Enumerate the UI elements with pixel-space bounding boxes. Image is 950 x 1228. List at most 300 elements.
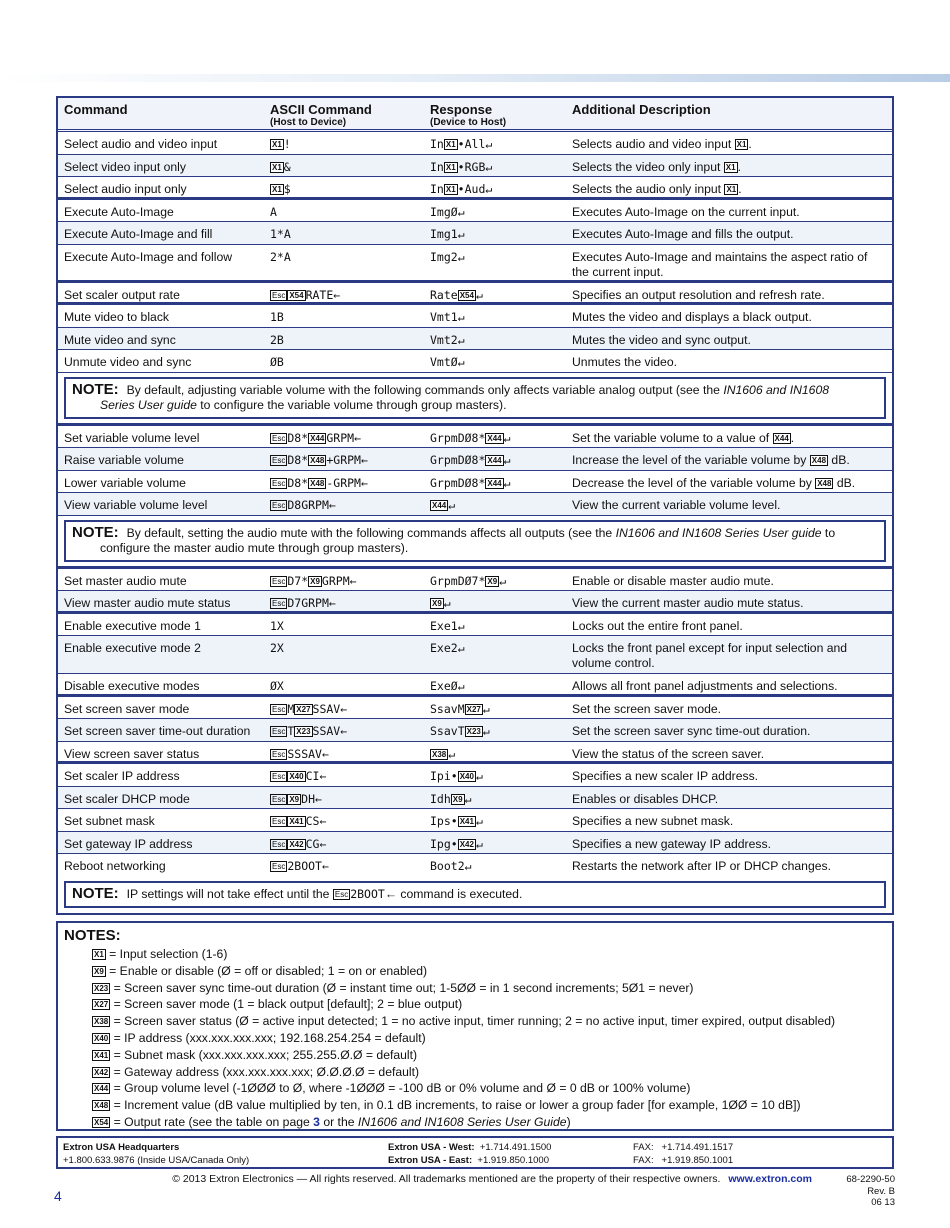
variable-tag: X23 xyxy=(296,727,311,736)
row-command: Mute video to black xyxy=(64,310,170,324)
row-response: In X1 •Aud↵ xyxy=(430,182,493,196)
esc-key-icon: Esc xyxy=(272,839,286,849)
row-description: Set the screen saver sync time-out duration. xyxy=(572,724,811,738)
row-ascii: 2*A xyxy=(270,249,291,264)
row-ascii: Esc SSSAV← xyxy=(272,746,329,761)
notes-item: X9 = Enable or disable (Ø = off or disabled; 1 = on or enabled) xyxy=(94,963,428,978)
variable-tag: X1 xyxy=(725,162,736,172)
row-response: Ips• X41 ↵ xyxy=(430,814,483,828)
variable-tag: X1 xyxy=(94,950,104,959)
space-dot-icon: • xyxy=(450,814,458,828)
notes-title: NOTES: xyxy=(64,927,121,944)
table-row xyxy=(58,328,892,351)
row-response: GrpmDØ8* X44 ↵ xyxy=(430,430,511,445)
row-description: Selects audio and video input X1 . xyxy=(572,137,752,151)
header-gradient-bar xyxy=(0,74,950,82)
group-input-selection xyxy=(58,132,892,200)
notes-item: X23 = Screen saver sync time-out duration (Ø = instant time out; 1-5ØØ = in 1 second increments; 5Ø1 = never) xyxy=(94,980,694,995)
row-command: View variable volume level xyxy=(64,498,208,512)
variable-tag: X9 xyxy=(432,599,442,608)
carriage-return-icon: ↵ xyxy=(499,573,507,588)
row-description: Executes Auto-Image and fills the output. xyxy=(572,227,794,241)
note-ip-settings: NOTE: IP settings will not take effect until the Esc 2BOOT← command is executed. xyxy=(64,881,886,908)
table-row xyxy=(58,132,892,155)
doc-number: 68-2290-50 xyxy=(846,1174,895,1185)
table-row xyxy=(58,764,892,787)
carriage-return-icon: ↵ xyxy=(457,679,465,693)
doc-revision: Rev. B xyxy=(867,1185,895,1197)
row-ascii: Esc D8GRPM← xyxy=(272,498,336,512)
row-description: Selects the audio only input X1 . xyxy=(572,182,742,196)
variable-tag: X1 xyxy=(726,185,737,194)
note-label: NOTE: xyxy=(72,523,119,541)
variable-tag: X42 xyxy=(289,839,304,849)
variable-tag: X40 xyxy=(459,772,474,781)
row-command: Execute Auto-Image and follow xyxy=(64,249,233,264)
table-row xyxy=(58,636,892,674)
row-description: Set the variable volume to a value of X44 . xyxy=(572,430,795,445)
row-response: Img2↵ xyxy=(430,249,465,264)
note-ip-settings-wrap xyxy=(58,881,892,908)
row-ascii: Esc X40 CI← xyxy=(272,769,327,783)
note-label: NOTE: xyxy=(72,380,119,398)
esc-key-icon: Esc xyxy=(272,433,286,443)
table-row xyxy=(58,245,892,283)
carriage-return-icon: ↵ xyxy=(457,332,465,347)
row-ascii: Esc M X27 SSAV← xyxy=(272,701,348,716)
row-ascii: Esc D8* X48 -GRPM← xyxy=(272,475,368,490)
row-description: View the current variable volume level. xyxy=(572,498,781,512)
row-ascii: X1 $ xyxy=(272,182,291,196)
carriage-return-icon: ↵ xyxy=(457,249,465,264)
return-arrow-icon: ← xyxy=(328,498,336,512)
group-networking xyxy=(58,764,892,877)
group-variable-volume xyxy=(58,426,892,516)
variable-tag: X44 xyxy=(487,478,502,488)
space-dot-icon: • xyxy=(450,836,458,851)
space-dot-icon: • xyxy=(457,182,465,196)
return-arrow-icon: ← xyxy=(319,769,327,783)
table-row xyxy=(58,493,892,516)
table-row xyxy=(58,305,892,328)
esc-key-icon: Esc xyxy=(334,889,349,899)
carriage-return-icon: ↵ xyxy=(457,310,465,324)
variable-tag: X41 xyxy=(289,817,304,826)
carriage-return-icon: ↵ xyxy=(475,769,483,783)
table-row xyxy=(58,854,892,877)
esc-key-icon: Esc xyxy=(272,727,286,736)
row-command: Select video input only xyxy=(64,159,186,174)
row-command: Unmute video and sync xyxy=(64,355,192,369)
row-command: Lower variable volume xyxy=(64,475,186,490)
group-executive-mode xyxy=(58,614,892,697)
variable-tag: X27 xyxy=(466,704,481,714)
variable-tag: X42 xyxy=(94,1067,109,1077)
note-audio-mute: NOTE: By default, setting the audio mute with the following commands affects all outputs (see the IN1606 and IN1608 Series User guide to configure the master audio mute through group masters). xyxy=(64,520,886,562)
doc-date: 06 13 xyxy=(871,1197,895,1208)
row-response xyxy=(430,596,572,611)
header-ascii: ASCII Command xyxy=(270,102,372,117)
carriage-return-icon: ↵ xyxy=(443,596,451,610)
page-link[interactable]: 3 xyxy=(313,1114,320,1129)
table-row xyxy=(58,719,892,742)
esc-key-icon: Esc xyxy=(272,290,286,300)
row-command: Enable executive mode 1 xyxy=(64,618,201,633)
notes-item-output-rate: X54 = Output rate (see the table on page 3 or the IN1606 and IN1608 Series User Guide) xyxy=(94,1114,571,1129)
return-arrow-icon: ← xyxy=(315,791,322,806)
row-ascii: 1*A xyxy=(270,227,291,241)
group-audio-mute xyxy=(58,569,892,614)
variable-tag: X1 xyxy=(272,162,282,172)
row-description: Enables or disables DHCP. xyxy=(572,791,719,806)
table-row xyxy=(58,177,892,200)
carriage-return-icon: ↵ xyxy=(485,182,493,196)
space-dot-icon: • xyxy=(457,159,465,174)
table-row xyxy=(58,697,892,720)
group-auto-image xyxy=(58,200,892,283)
variable-tag: X9 xyxy=(94,966,104,976)
return-arrow-icon: ← xyxy=(340,701,348,716)
return-arrow-icon: ← xyxy=(333,287,341,302)
carriage-return-icon: ↵ xyxy=(448,498,456,512)
row-response: SsavM X27 ↵ xyxy=(430,701,490,716)
row-ascii: Esc X42 CG← xyxy=(272,836,327,851)
variable-tag: X44 xyxy=(432,501,447,510)
row-ascii: Esc X9 DH← xyxy=(272,791,322,806)
notes-item: X38 = Screen saver status (Ø = active input detected; 1 = no active input, timer running; 2 = no active input, timer expired, output disabled) xyxy=(94,1014,836,1029)
variable-tag: X23 xyxy=(94,983,109,993)
row-response: Ipg• X42 ↵ xyxy=(430,836,483,851)
row-command: Set variable volume level xyxy=(64,430,200,445)
variable-tag: X40 xyxy=(289,772,304,781)
row-description: Set the screen saver mode. xyxy=(572,701,722,716)
notes-item: X1 = Input selection (1-6) xyxy=(94,947,228,961)
table-row xyxy=(58,674,892,697)
esc-key-icon: Esc xyxy=(272,576,286,586)
return-arrow-icon: ← xyxy=(384,886,398,901)
variable-tag: X44 xyxy=(487,433,502,443)
header-response: Response xyxy=(430,102,493,117)
carriage-return-icon: ↵ xyxy=(464,791,472,806)
table-header xyxy=(58,98,892,132)
carriage-return-icon: ↵ xyxy=(457,227,465,241)
row-command: Enable executive mode 2 xyxy=(64,641,201,655)
table-row xyxy=(58,200,892,223)
row-response: Exe1↵ xyxy=(430,618,465,633)
variable-tag: X54 xyxy=(289,290,304,300)
carriage-return-icon: ↵ xyxy=(503,430,511,445)
carriage-return-icon: ↵ xyxy=(457,355,465,369)
doc-number-block xyxy=(845,1174,895,1209)
row-command: Set subnet mask xyxy=(64,814,155,828)
row-response: Exe2↵ xyxy=(430,641,465,655)
row-ascii: X1 & xyxy=(272,159,291,174)
row-command: Disable executive modes xyxy=(64,679,200,693)
copyright-line: © 2013 Extron Electronics — All rights reserved. All trademarks mentioned are the property of their respective owners. www.extron.com xyxy=(172,1173,812,1185)
variable-tag: X38 xyxy=(432,749,447,759)
note-variable-volume-wrap xyxy=(58,377,892,426)
row-ascii: 1X xyxy=(270,618,284,633)
note-variable-volume: NOTE: By default, adjusting variable volume with the following commands only affects variable analog output (see the IN1606 and IN1608 Series User guide to configure the variable volume through group masters). xyxy=(64,377,886,419)
row-response: Boot2↵ xyxy=(430,859,472,873)
header-response-sub: (Device to Host) xyxy=(430,117,507,128)
row-description: Specifies an output resolution and refresh rate. xyxy=(572,287,825,302)
carriage-return-icon: ↵ xyxy=(485,159,493,174)
row-response: Ipi• X40 ↵ xyxy=(430,769,483,783)
row-ascii: 2X xyxy=(270,641,284,655)
row-ascii: X1 ! xyxy=(272,137,291,151)
carriage-return-icon: ↵ xyxy=(464,859,472,873)
row-response: Vmt2↵ xyxy=(430,332,465,347)
table-row xyxy=(58,614,892,637)
carriage-return-icon: ↵ xyxy=(485,137,493,151)
header-ascii-sub: (Host to Device) xyxy=(270,117,347,128)
notes-item: X40 = IP address (xxx.xxx.xxx.xxx; 192.168.254.254 = default) xyxy=(94,1030,426,1045)
row-command: Set scaler IP address xyxy=(64,769,180,783)
carriage-return-icon: ↵ xyxy=(448,746,456,761)
variable-tag: X1 xyxy=(445,185,456,194)
table-row xyxy=(58,471,892,494)
row-command: View master audio mute status xyxy=(64,596,231,610)
row-response: SsavT X23 ↵ xyxy=(430,724,490,738)
page-number: 4 xyxy=(54,1188,62,1204)
footer-hq: Extron USA Headquarters xyxy=(63,1142,180,1153)
row-command: View screen saver status xyxy=(64,746,200,761)
variable-tag: X54 xyxy=(94,1117,109,1127)
row-description: View the status of the screen saver. xyxy=(572,746,765,761)
variable-tag: X1 xyxy=(445,162,456,172)
table-row xyxy=(58,832,892,855)
note-audio-mute-wrap xyxy=(58,520,892,569)
carriage-return-icon: ↵ xyxy=(475,814,483,828)
variable-tag: X9 xyxy=(487,576,498,586)
header-description: Additional Description xyxy=(572,102,711,117)
variable-tag: X44 xyxy=(774,433,789,443)
return-arrow-icon: ← xyxy=(328,596,336,610)
footer-contact: Extron USA Headquarters +1.800.633.9876 (Inside USA/Canada Only) Extron USA - West: +1.714.491.1500 Extron USA - East: +1.919.850.1000 FAX: +1.714.491.1517 FAX: +1.919.850.1001 xyxy=(56,1136,894,1169)
row-command: Mute video and sync xyxy=(64,332,176,347)
notes-item: X27 = Screen saver mode (1 = black output [default]; 2 = blue output) xyxy=(94,997,463,1012)
carriage-return-icon: ↵ xyxy=(475,836,483,851)
esc-key-icon: Esc xyxy=(272,817,286,826)
row-ascii: Esc X41 CS← xyxy=(272,814,327,828)
esc-key-icon: Esc xyxy=(272,456,286,465)
variable-tag: X1 xyxy=(445,140,456,149)
row-ascii: ØB xyxy=(270,355,284,369)
notes-list xyxy=(64,946,886,1114)
variable-tag: X44 xyxy=(310,433,325,443)
row-description: Restarts the network after IP or DHCP changes. xyxy=(572,859,831,873)
row-command: Set master audio mute xyxy=(64,573,187,588)
notes-item: X42 = Gateway address (xxx.xxx.xxx.xxx; Ø.Ø.Ø.Ø = default) xyxy=(94,1064,420,1079)
row-command: Set screen saver time-out duration xyxy=(64,724,251,738)
row-response: ExeØ↵ xyxy=(430,679,465,693)
esc-key-icon: Esc xyxy=(272,749,286,759)
space-dot-icon: • xyxy=(457,137,465,151)
return-arrow-icon: ← xyxy=(321,746,329,761)
variable-tag: X42 xyxy=(459,839,474,849)
row-response: Idh X9 ↵ xyxy=(430,791,472,806)
esc-key-icon: Esc xyxy=(272,478,286,488)
row-response: GrpmDØ7* X9 ↵ xyxy=(430,573,507,588)
row-command: Set scaler DHCP mode xyxy=(64,791,190,806)
variable-tag: X1 xyxy=(736,140,747,149)
row-ascii: Esc X54 RATE← xyxy=(272,287,341,302)
carriage-return-icon: ↵ xyxy=(482,701,490,716)
variable-tag: X41 xyxy=(94,1050,109,1060)
row-response: Rate X54 ↵ xyxy=(430,287,483,302)
carriage-return-icon: ↵ xyxy=(457,204,465,219)
table-row xyxy=(58,155,892,178)
row-response: VmtØ↵ xyxy=(430,355,465,369)
esc-key-icon: Esc xyxy=(272,794,286,804)
table-row xyxy=(58,426,892,449)
row-ascii: Esc D8* X44 GRPM← xyxy=(272,430,361,445)
variable-tag: X41 xyxy=(459,817,474,826)
return-arrow-icon: ← xyxy=(354,430,361,445)
row-description: Locks out the entire front panel. xyxy=(572,618,743,633)
table-row xyxy=(58,283,892,306)
variable-tag: X27 xyxy=(296,704,311,714)
row-ascii: Esc D7* X9 GRPM← xyxy=(272,573,357,588)
variable-tag: X1 xyxy=(272,185,282,194)
row-ascii: 1B xyxy=(270,310,284,324)
return-arrow-icon: ← xyxy=(360,475,368,490)
row-description: Selects the video only input X1 . xyxy=(572,159,741,174)
row-description: Executes Auto-Image on the current input. xyxy=(572,204,800,219)
row-command: Select audio and video input xyxy=(64,137,218,151)
variable-tag: X48 xyxy=(310,456,325,465)
esc-key-icon: Esc xyxy=(272,704,286,714)
row-description: Unmutes the video. xyxy=(572,355,678,369)
variable-tag: X9 xyxy=(289,794,300,804)
row-description: Locks the front panel except for input selection and volume control. xyxy=(572,641,848,670)
carriage-return-icon: ↵ xyxy=(482,724,490,738)
variable-tag: X48 xyxy=(94,1101,109,1111)
notes-panel xyxy=(56,921,894,1131)
group-video-mute xyxy=(58,305,892,373)
carriage-return-icon: ↵ xyxy=(503,475,511,490)
return-arrow-icon: ← xyxy=(319,814,327,828)
row-response: In X1 •All↵ xyxy=(430,137,493,151)
row-description: Allows all front panel adjustments and selections. xyxy=(572,679,838,693)
row-response: GrpmDØ8* X44 ↵ xyxy=(430,453,511,467)
row-response xyxy=(430,747,572,762)
table-row xyxy=(58,787,892,810)
row-description: Specifies a new scaler IP address. xyxy=(572,769,759,783)
table-row xyxy=(58,591,892,614)
table-row xyxy=(58,809,892,832)
variable-tag: X38 xyxy=(94,1017,109,1027)
return-arrow-icon: ← xyxy=(360,453,368,467)
row-description: Specifies a new subnet mask. xyxy=(572,814,734,828)
variable-tag: X40 xyxy=(94,1033,109,1043)
table-row xyxy=(58,222,892,245)
carriage-return-icon: ↵ xyxy=(503,453,511,467)
row-command: Set screen saver mode xyxy=(64,701,190,716)
variable-tag: X1 xyxy=(272,140,282,149)
notes-item: X44 = Group volume level (-1ØØØ to Ø, where -1ØØØ = -100 dB or 0% volume and Ø = 0 dB or 100% volume) xyxy=(94,1081,691,1096)
row-response: Img1↵ xyxy=(430,227,465,241)
variable-tag: X44 xyxy=(487,456,502,465)
esc-key-icon: Esc xyxy=(272,772,286,781)
row-ascii: A xyxy=(270,204,277,219)
row-ascii: Esc T X23 SSAV← xyxy=(272,724,348,738)
row-command: Reboot networking xyxy=(64,859,166,873)
notes-item: X48 = Increment value (dB value multiplied by ten, in 0.1 dB increments, to raise or lower a group fader [for example, 1ØØ = 10 dB]) xyxy=(94,1098,801,1113)
table-row xyxy=(58,448,892,471)
row-ascii: Esc D8* X48 +GRPM← xyxy=(272,453,368,467)
variable-tag: X48 xyxy=(817,478,832,488)
variable-tag: X27 xyxy=(94,1000,109,1010)
note-label: NOTE: xyxy=(72,884,119,902)
row-description: Specifies a new gateway IP address. xyxy=(572,836,771,851)
carriage-return-icon: ↵ xyxy=(457,641,465,655)
row-description: Increase the level of the variable volume by X48 dB. xyxy=(572,453,850,467)
variable-tag: X44 xyxy=(94,1084,109,1094)
row-ascii: ØX xyxy=(270,679,284,693)
group-screen-saver xyxy=(58,697,892,765)
esc-key-icon: Esc xyxy=(272,599,286,608)
row-description: Decrease the level of the variable volume by X48 dB. xyxy=(572,475,856,490)
row-command: Execute Auto-Image and fill xyxy=(64,227,213,241)
esc-key-icon: Esc xyxy=(272,862,286,871)
row-ascii: 2B xyxy=(270,332,284,347)
row-ascii: Esc D7GRPM← xyxy=(272,596,336,610)
variable-tag: X9 xyxy=(310,576,320,586)
row-description: Executes Auto-Image and maintains the aspect ratio of the current input. xyxy=(572,249,868,279)
row-description: Mutes the video and sync output. xyxy=(572,332,751,347)
footer-hq-phone: +1.800.633.9876 (Inside USA/Canada Only) xyxy=(63,1155,250,1166)
row-command: Select audio input only xyxy=(64,182,187,196)
return-arrow-icon: ← xyxy=(349,573,357,588)
header-command: Command xyxy=(64,102,128,117)
row-response xyxy=(430,498,572,513)
carriage-return-icon: ↵ xyxy=(475,287,483,302)
return-arrow-icon: ← xyxy=(340,724,348,738)
variable-tag: X48 xyxy=(811,456,827,465)
return-arrow-icon: ← xyxy=(321,859,329,873)
row-command: Execute Auto-Image xyxy=(64,204,174,219)
variable-tag: X48 xyxy=(310,478,325,488)
row-response: GrpmDØ8* X44 ↵ xyxy=(430,475,511,490)
group-output-rate xyxy=(58,283,892,306)
row-command: Set scaler output rate xyxy=(64,287,180,302)
table-row xyxy=(58,350,892,373)
row-response: In X1 •RGB↵ xyxy=(430,159,493,174)
table-row xyxy=(58,742,892,765)
row-response: Vmt1↵ xyxy=(430,310,465,324)
row-command: Set gateway IP address xyxy=(64,836,193,851)
row-command: Raise variable volume xyxy=(64,453,184,467)
table-row xyxy=(58,569,892,592)
row-ascii: Esc 2BOOT← xyxy=(272,859,329,873)
variable-tag: X54 xyxy=(459,290,474,300)
space-dot-icon: • xyxy=(450,769,458,783)
row-response: ImgØ↵ xyxy=(430,204,465,219)
esc-key-icon: Esc xyxy=(272,501,286,510)
notes-item: X41 = Subnet mask (xxx.xxx.xxx.xxx; 255.255.Ø.Ø = default) xyxy=(94,1047,418,1062)
row-description: Mutes the video and displays a black output. xyxy=(572,310,812,324)
row-description: Enable or disable master audio mute. xyxy=(572,573,774,588)
variable-tag: X9 xyxy=(452,794,463,804)
carriage-return-icon: ↵ xyxy=(457,618,465,633)
row-description: View the current master audio mute status. xyxy=(572,596,804,610)
command-table xyxy=(56,96,894,915)
website-link[interactable]: www.extron.com xyxy=(728,1173,812,1185)
variable-tag: X23 xyxy=(466,727,481,736)
return-arrow-icon: ← xyxy=(319,836,327,851)
